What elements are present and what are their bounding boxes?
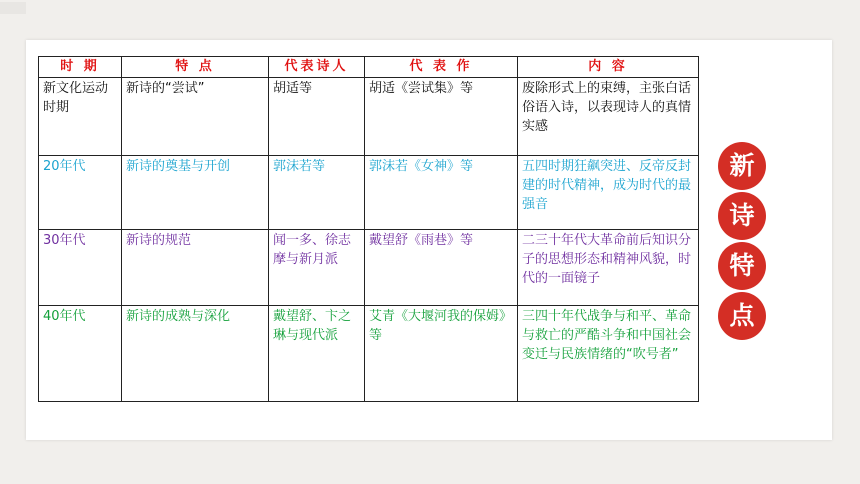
cell-feature: 新诗的“尝试” <box>122 78 269 156</box>
cell-content: 五四时期狂飙突进、反帝反封建的时代精神，成为时代的最强音 <box>518 156 699 230</box>
header-works: 代 表 作 <box>365 57 518 78</box>
cell-poets: 胡适等 <box>269 78 365 156</box>
cell-poets: 闻一多、徐志摩与新月派 <box>269 230 365 306</box>
cell-works: 艾青《大堰河我的保姆》等 <box>365 306 518 402</box>
side-title-char: 诗 <box>718 192 766 240</box>
cell-period: 40年代 <box>39 306 122 402</box>
cell-content: 三四十年代战争与和平、革命与救亡的严酷斗争和中国社会变迁与民族情绪的“吹号者” <box>518 306 699 402</box>
header-feature: 特 点 <box>122 57 269 78</box>
side-title-char: 新 <box>718 142 766 190</box>
header-period: 时 期 <box>39 57 122 78</box>
cell-works: 胡适《尝试集》等 <box>365 78 518 156</box>
cell-content: 二三十年代大革命前后知识分子的思想形态和精神风貌，时代的一面镜子 <box>518 230 699 306</box>
table-header-row <box>39 57 699 78</box>
header-poets: 代表诗人 <box>269 57 365 78</box>
table-row <box>39 230 699 306</box>
side-title-char: 点 <box>718 292 766 340</box>
cell-feature: 新诗的成熟与深化 <box>122 306 269 402</box>
cell-content: 废除形式上的束缚，主张白话俗语入诗，以表现诗人的真情实感 <box>518 78 699 156</box>
table-row <box>39 306 699 402</box>
cell-period: 30年代 <box>39 230 122 306</box>
cell-feature: 新诗的奠基与开创 <box>122 156 269 230</box>
header-content: 内 容 <box>518 57 699 78</box>
cell-period: 新文化运动时期 <box>39 78 122 156</box>
cell-works: 郭沫若《女神》等 <box>365 156 518 230</box>
cell-feature: 新诗的规范 <box>122 230 269 306</box>
side-title <box>718 142 768 342</box>
cell-poets: 戴望舒、卞之琳与现代派 <box>269 306 365 402</box>
cell-poets: 郭沫若等 <box>269 156 365 230</box>
cell-works: 戴望舒《雨巷》等 <box>365 230 518 306</box>
top-accent-bar <box>0 2 26 14</box>
side-title-char: 特 <box>718 242 766 290</box>
poetry-table <box>38 56 699 402</box>
table-row <box>39 156 699 230</box>
table-row <box>39 78 699 156</box>
cell-period: 20年代 <box>39 156 122 230</box>
